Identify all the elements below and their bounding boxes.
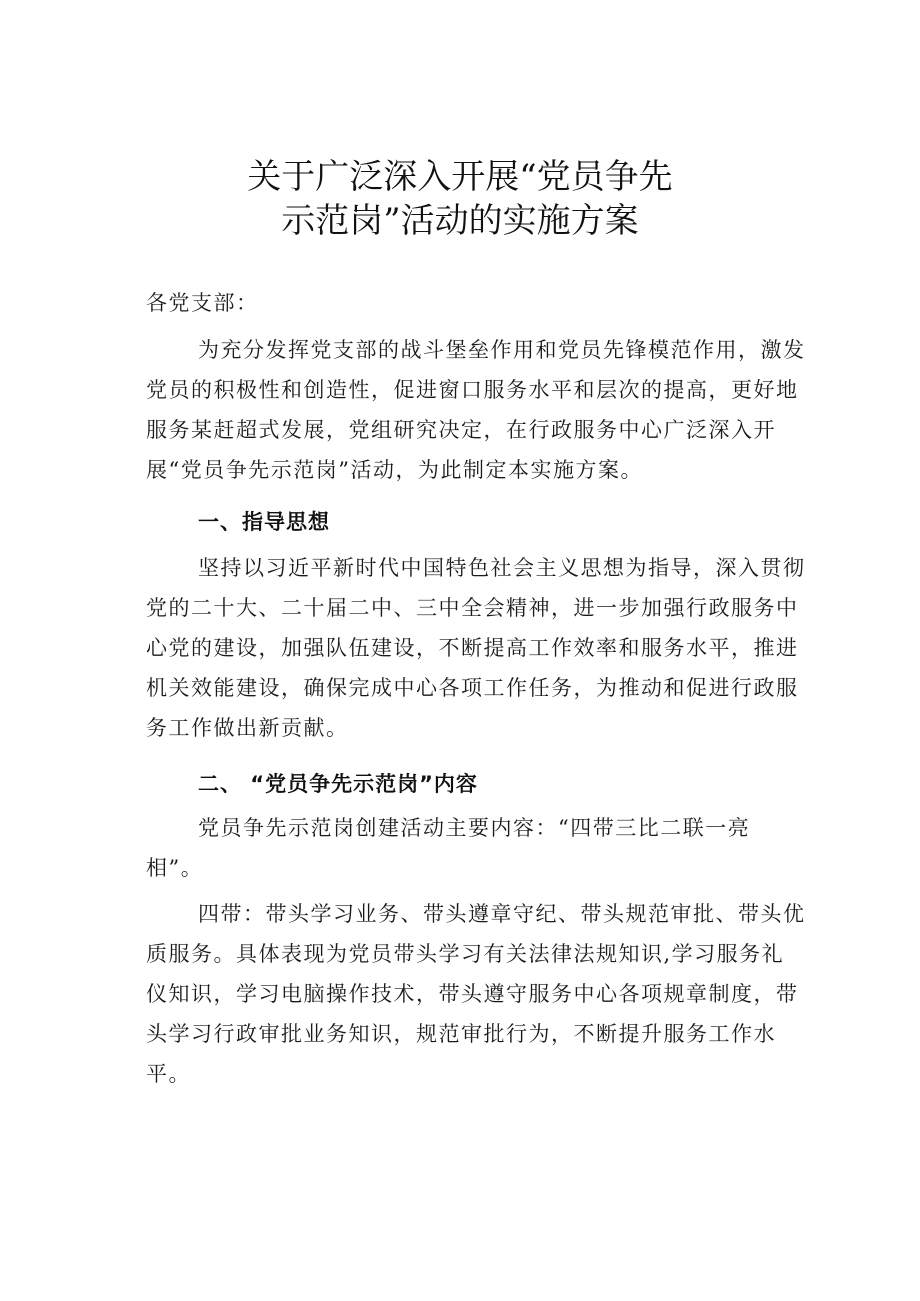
intro-paragraph: 为充分发挥党支部的战斗堡垒作用和党员先锋模范作用，激发党员的积极性和创造性，促进窗口服务水平和层次的提高，更好地服务某赶超式发展，党组研究决定，在行政服务中心广泛深入开展“党员争先示范岗”活动，为此制定本实施方案。 [146, 338, 806, 482]
document-title-line-2: 示范岗”活动的实施方案 [281, 201, 639, 241]
salutation: 各党支部： [146, 291, 259, 315]
section-1-heading: 一、指导思想 [198, 510, 330, 534]
section-1-paragraph: 坚持以习近平新时代中国特色社会主义思想为指导，深入贯彻党的二十大、二十届二中、三中全会精神，进一步加强行政服务中心党的建设，加强队伍建设，不断提高工作效率和服务水平，推进机关效能建设，确保完成中心各项工作任务，为推动和促进行政服务工作做出新贡献。 [146, 556, 806, 740]
section-2-heading: 二、 “党员争先示范岗”内容 [198, 772, 478, 796]
section-2-content-paragraph: 党员争先示范岗创建活动主要内容：“四带三比二联一亮相”。 [146, 816, 751, 880]
document-title-line-1: 关于广泛深入开展“党员争先 [247, 157, 673, 197]
section-2-four-bands-paragraph: 四带：带头学习业务、带头遵章守纪、带头规范审批、带头优质服务。具体表现为党员带头学习有关法律法规知识,学习服务礼仪知识，学习电脑操作技术，带头遵守服务中心各项规章制度，带头学习行政审批业务知识，规范审批行为，不断提升服务工作水平。 [146, 902, 806, 1086]
